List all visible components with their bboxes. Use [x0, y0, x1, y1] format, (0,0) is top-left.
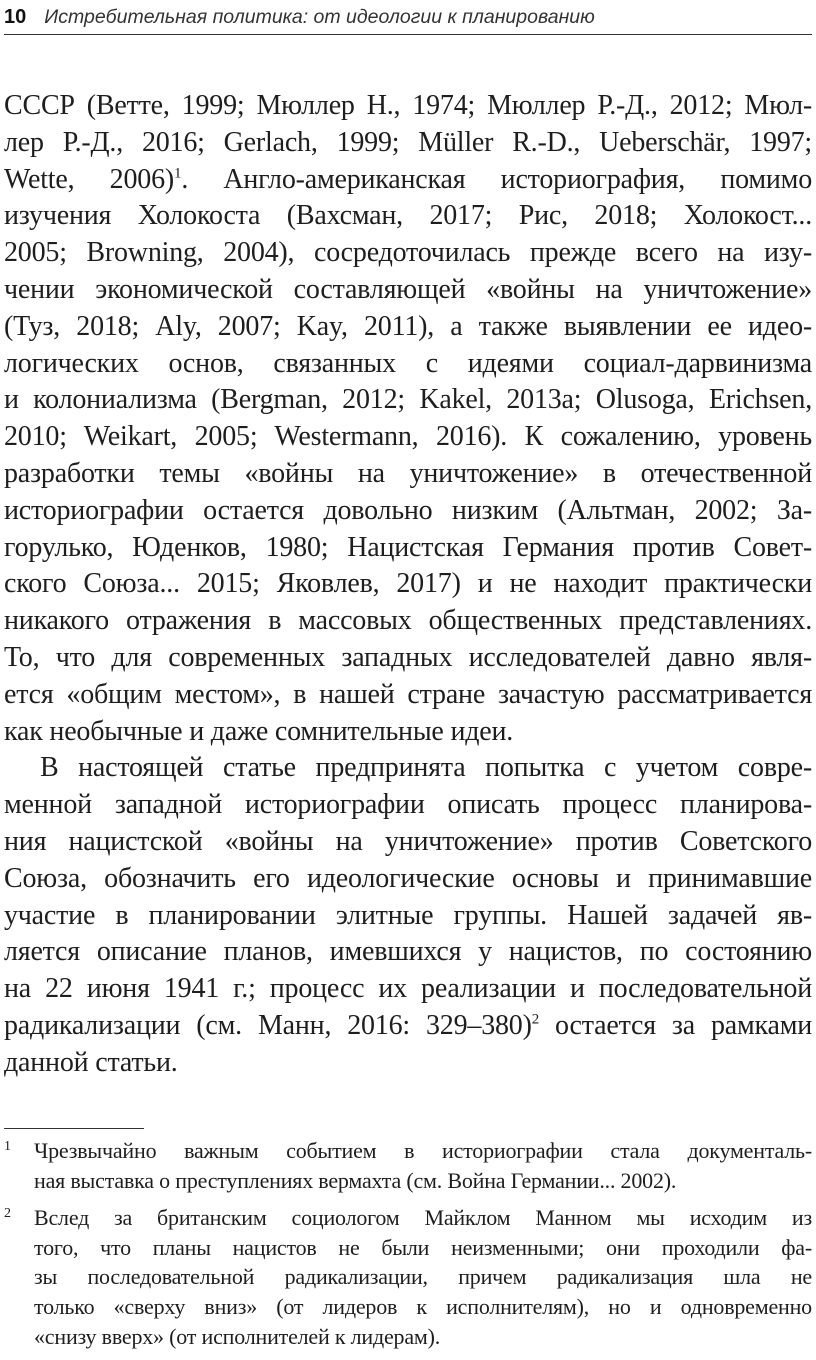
running-head [4, 4, 812, 35]
text-line: То, что для современных западных исследователей давно явля- [4, 641, 812, 673]
text-fragment: . Англо-американская историография, помимо [181, 163, 812, 195]
text-line: ского Союза... 2015; Яковлев, 2017) и не находит практически [4, 568, 812, 600]
footnote-line: того, что планы нацистов не были неизменными; они проходили фа- [34, 1234, 812, 1260]
footnote-line: ная выставка о преступлениях вермахта (см. Война Германии... 2002). [34, 1167, 677, 1193]
footnote-2 [4, 1203, 812, 1351]
text-line: ется «общим местом», в нашей стране зачастую рассматривается [4, 678, 812, 710]
text-line: на 22 июня 1941 г.; процесс их реализации и последовательной [4, 973, 812, 1005]
text-line: данной статьи. [4, 1046, 178, 1078]
text-line: разработки темы «войны на уничтожение» в отечественной [4, 457, 812, 489]
text-fragment: радикализации (см. Манн, 2016: 329–380) [4, 1009, 532, 1041]
text-line: никакого отражения в массовых общественных представлениях. [4, 605, 812, 637]
text-line: чении экономической составляющей «войны на уничтожение» [4, 273, 812, 305]
text-line: (Туз, 2018; Aly, 2007; Kay, 2011), а также выявлении ее идео- [4, 310, 812, 342]
text-line: ляется описание планов, имевшихся у нацистов, по состоянию [4, 936, 812, 968]
text-line: как необычные и даже сомнительные идеи. [4, 715, 514, 747]
paragraph-2 [4, 750, 812, 1081]
footnote-line: только «сверху вниз» (от лидеров к исполнителям), но и одновременно [34, 1293, 812, 1319]
text-line: 2005; Browning, 2004), сосредоточилась прежде всего на изу- [4, 237, 812, 269]
footnote-line: Вслед за британским социологом Майклом Манном мы исходим из [34, 1205, 812, 1231]
footnote-line: зы последовательной радикализации, причем радикализация шла не [34, 1264, 812, 1290]
text-line: СССР (Ветте, 1999; Мюллер Н., 1974; Мюллер Р.-Д., 2012; Мюл- [4, 90, 812, 121]
text-line: логических основ, связанных с идеями социал-дарвинизма [4, 347, 812, 379]
text-line: участие в планировании элитные группы. Нашей задачей яв- [4, 899, 812, 931]
footnote-mark: 2 [4, 1206, 11, 1222]
text-line: горулько, Юденков, 1980; Нацистская Германия против Совет- [4, 531, 812, 563]
text-line: менной западной историографии описать процесс планирова- [4, 789, 812, 821]
running-head-title: Истребительная политика: от идеологии к планированию [44, 6, 595, 28]
text-line [4, 1008, 812, 1045]
text-line: историографии остается довольно низким (Альтман, 2002; За- [4, 494, 812, 526]
footnote-ref-2[interactable]: 2 [531, 1011, 540, 1028]
footnote-ref-1[interactable]: 1 [174, 165, 182, 182]
footnote-mark: 1 [4, 1139, 11, 1154]
footnote-line: Чрезвычайно важным событием в историографии стала документаль- [34, 1138, 812, 1163]
footnote-1 [4, 1136, 812, 1195]
text-fragment: остается за рамками [539, 1009, 812, 1041]
footnote-line: «снизу вверх» (от исполнителей к лидерам). [34, 1323, 441, 1349]
text-line: ния нацистской «войны на уничтожение» против Советского [4, 825, 812, 857]
text-line [4, 162, 812, 199]
footnotes [4, 1136, 812, 1359]
text-line: В настоящей статье предпринята попытка с учетом совре- [40, 752, 812, 784]
body-text [4, 88, 812, 1082]
text-line: 2010; Weikart, 2005; Westermann, 2016). К сожалению, уровень [4, 421, 812, 453]
footnote-divider [4, 1128, 144, 1129]
text-line: изучения Холокоста (Вахсман, 2017; Рис, 2018; Холокост... [4, 200, 812, 232]
text-line: Союза, обозначить его идеологические основы и принимавшие [4, 862, 812, 894]
page-number: 10 [4, 6, 27, 28]
text-line: лер Р.-Д., 2016; Gerlach, 1999; Müller R.-D., Ueberschär, 1997; [4, 126, 812, 158]
paragraph-1 [4, 88, 812, 750]
text-line: и колониализма (Bergman, 2012; Kakel, 2013а; Olusoga, Erichsen, [4, 384, 812, 416]
text-fragment: Wette, 2006) [4, 163, 174, 195]
